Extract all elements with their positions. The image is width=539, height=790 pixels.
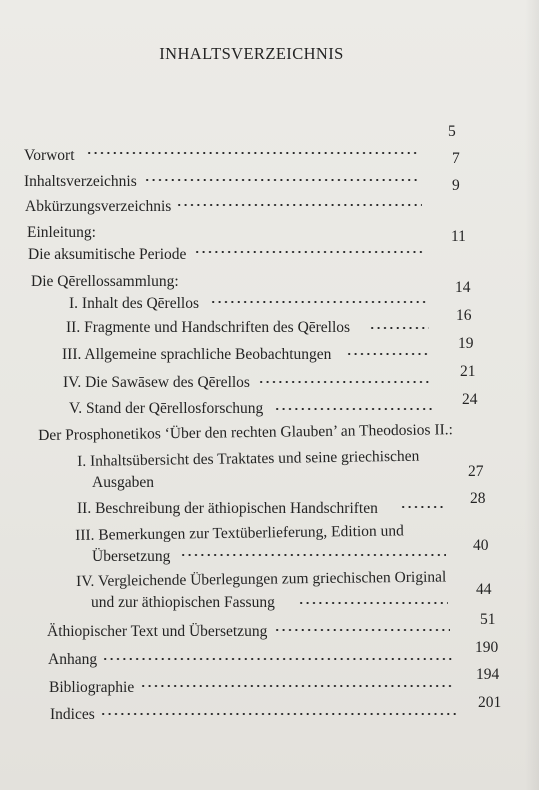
toc-entry-einleitung: Einleitung: xyxy=(27,224,96,241)
toc-entry-vergleichende-ueberlegungen: IV. Vergleichende Überlegungen zum griechischen Original xyxy=(76,568,447,590)
dot-leader xyxy=(100,712,456,716)
toc-entry-ausgaben: Ausgaben xyxy=(92,474,154,491)
toc-entry-indices: Indices xyxy=(50,706,95,723)
toc-entry-qerellossammlung: Die Qērellossammlung: xyxy=(31,273,179,290)
toc-entry-inhaltsuebersicht: I. Inhaltsübersicht des Traktates und seine griechischen xyxy=(77,447,420,470)
toc-page-number: 16 xyxy=(456,307,472,324)
page-title: INHALTSVERZEICHNIS xyxy=(159,44,344,63)
toc-entry-sawasew: IV. Die Sawāsew des Qērellos xyxy=(63,374,250,391)
toc-page-number: 51 xyxy=(480,611,496,628)
toc-entry-fragmente-handschriften: II. Fragmente und Handschriften des Qērellos xyxy=(66,319,351,336)
toc-entry-inhaltsverzeichnis: Inhaltsverzeichnis xyxy=(24,173,137,190)
toc-entry-textueberlieferung: III. Bemerkungen zur Textüberlieferung, Edition und xyxy=(75,522,404,544)
dot-leader xyxy=(400,505,444,509)
dot-leader xyxy=(176,203,422,207)
toc-page-number: 14 xyxy=(455,279,471,296)
dot-leader xyxy=(140,684,454,688)
toc-page-number: 44 xyxy=(476,581,492,598)
toc-entry-aethiopische-fassung: und zur äthiopischen Fassung xyxy=(91,594,275,611)
toc-entry-aksumitische-periode: Die aksumitische Periode xyxy=(28,246,187,263)
toc-entry-prosphonetikos: Der Prosphonetikos ‘Über den rechten Glauben’ an Theodosios II.: xyxy=(38,421,454,444)
toc-page-number: 21 xyxy=(460,363,476,380)
dot-leader xyxy=(102,657,452,661)
toc-entry-abkuerzungsverzeichnis: Abkürzungsverzeichnis xyxy=(25,198,172,215)
toc-entry-uebersetzung: Übersetzung xyxy=(92,548,171,565)
toc-page-number: 9 xyxy=(452,177,460,194)
dot-leader xyxy=(144,178,420,182)
toc-entry-aethiopischer-text: Äthiopischer Text und Übersetzung xyxy=(47,623,268,640)
dot-leader xyxy=(274,407,434,411)
dot-leader xyxy=(346,352,430,356)
toc-page-number: 28 xyxy=(470,490,486,507)
dot-leader xyxy=(258,380,432,384)
dot-leader xyxy=(194,250,426,254)
page-edge-shadow xyxy=(525,0,539,790)
dot-leader xyxy=(180,553,446,557)
toc-page-number: 19 xyxy=(458,335,474,352)
toc-page-number: 7 xyxy=(452,150,460,167)
toc-entry-aethiopische-handschriften: II. Beschreibung der äthiopischen Handschriften xyxy=(77,500,378,517)
toc-entry-vorwort: Vorwort xyxy=(24,147,75,164)
dot-leader xyxy=(369,326,429,330)
toc-entry-qerellosforschung: V. Stand der Qērellosforschung xyxy=(69,400,264,417)
toc-entry-sprachliche-beobachtungen: III. Allgemeine sprachliche Beobachtungen xyxy=(62,346,332,363)
toc-page-number: 201 xyxy=(478,694,502,711)
toc-page-number: 24 xyxy=(462,391,478,408)
dot-leader xyxy=(274,628,450,632)
toc-page-number: 190 xyxy=(475,639,499,656)
toc-page-number: 40 xyxy=(473,537,489,554)
dot-leader xyxy=(298,601,448,605)
toc-entry-bibliographie: Bibliographie xyxy=(49,679,135,696)
toc-entry-anhang: Anhang xyxy=(48,651,98,668)
dot-leader xyxy=(86,151,418,155)
toc-page-number: 27 xyxy=(468,463,484,480)
dot-leader xyxy=(210,300,428,304)
toc-page-number: 5 xyxy=(448,123,456,140)
toc-page-number: 11 xyxy=(451,228,466,245)
toc-page-number: 194 xyxy=(476,666,500,683)
toc-entry-inhalt-qerellos: I. Inhalt des Qērellos xyxy=(69,295,199,312)
